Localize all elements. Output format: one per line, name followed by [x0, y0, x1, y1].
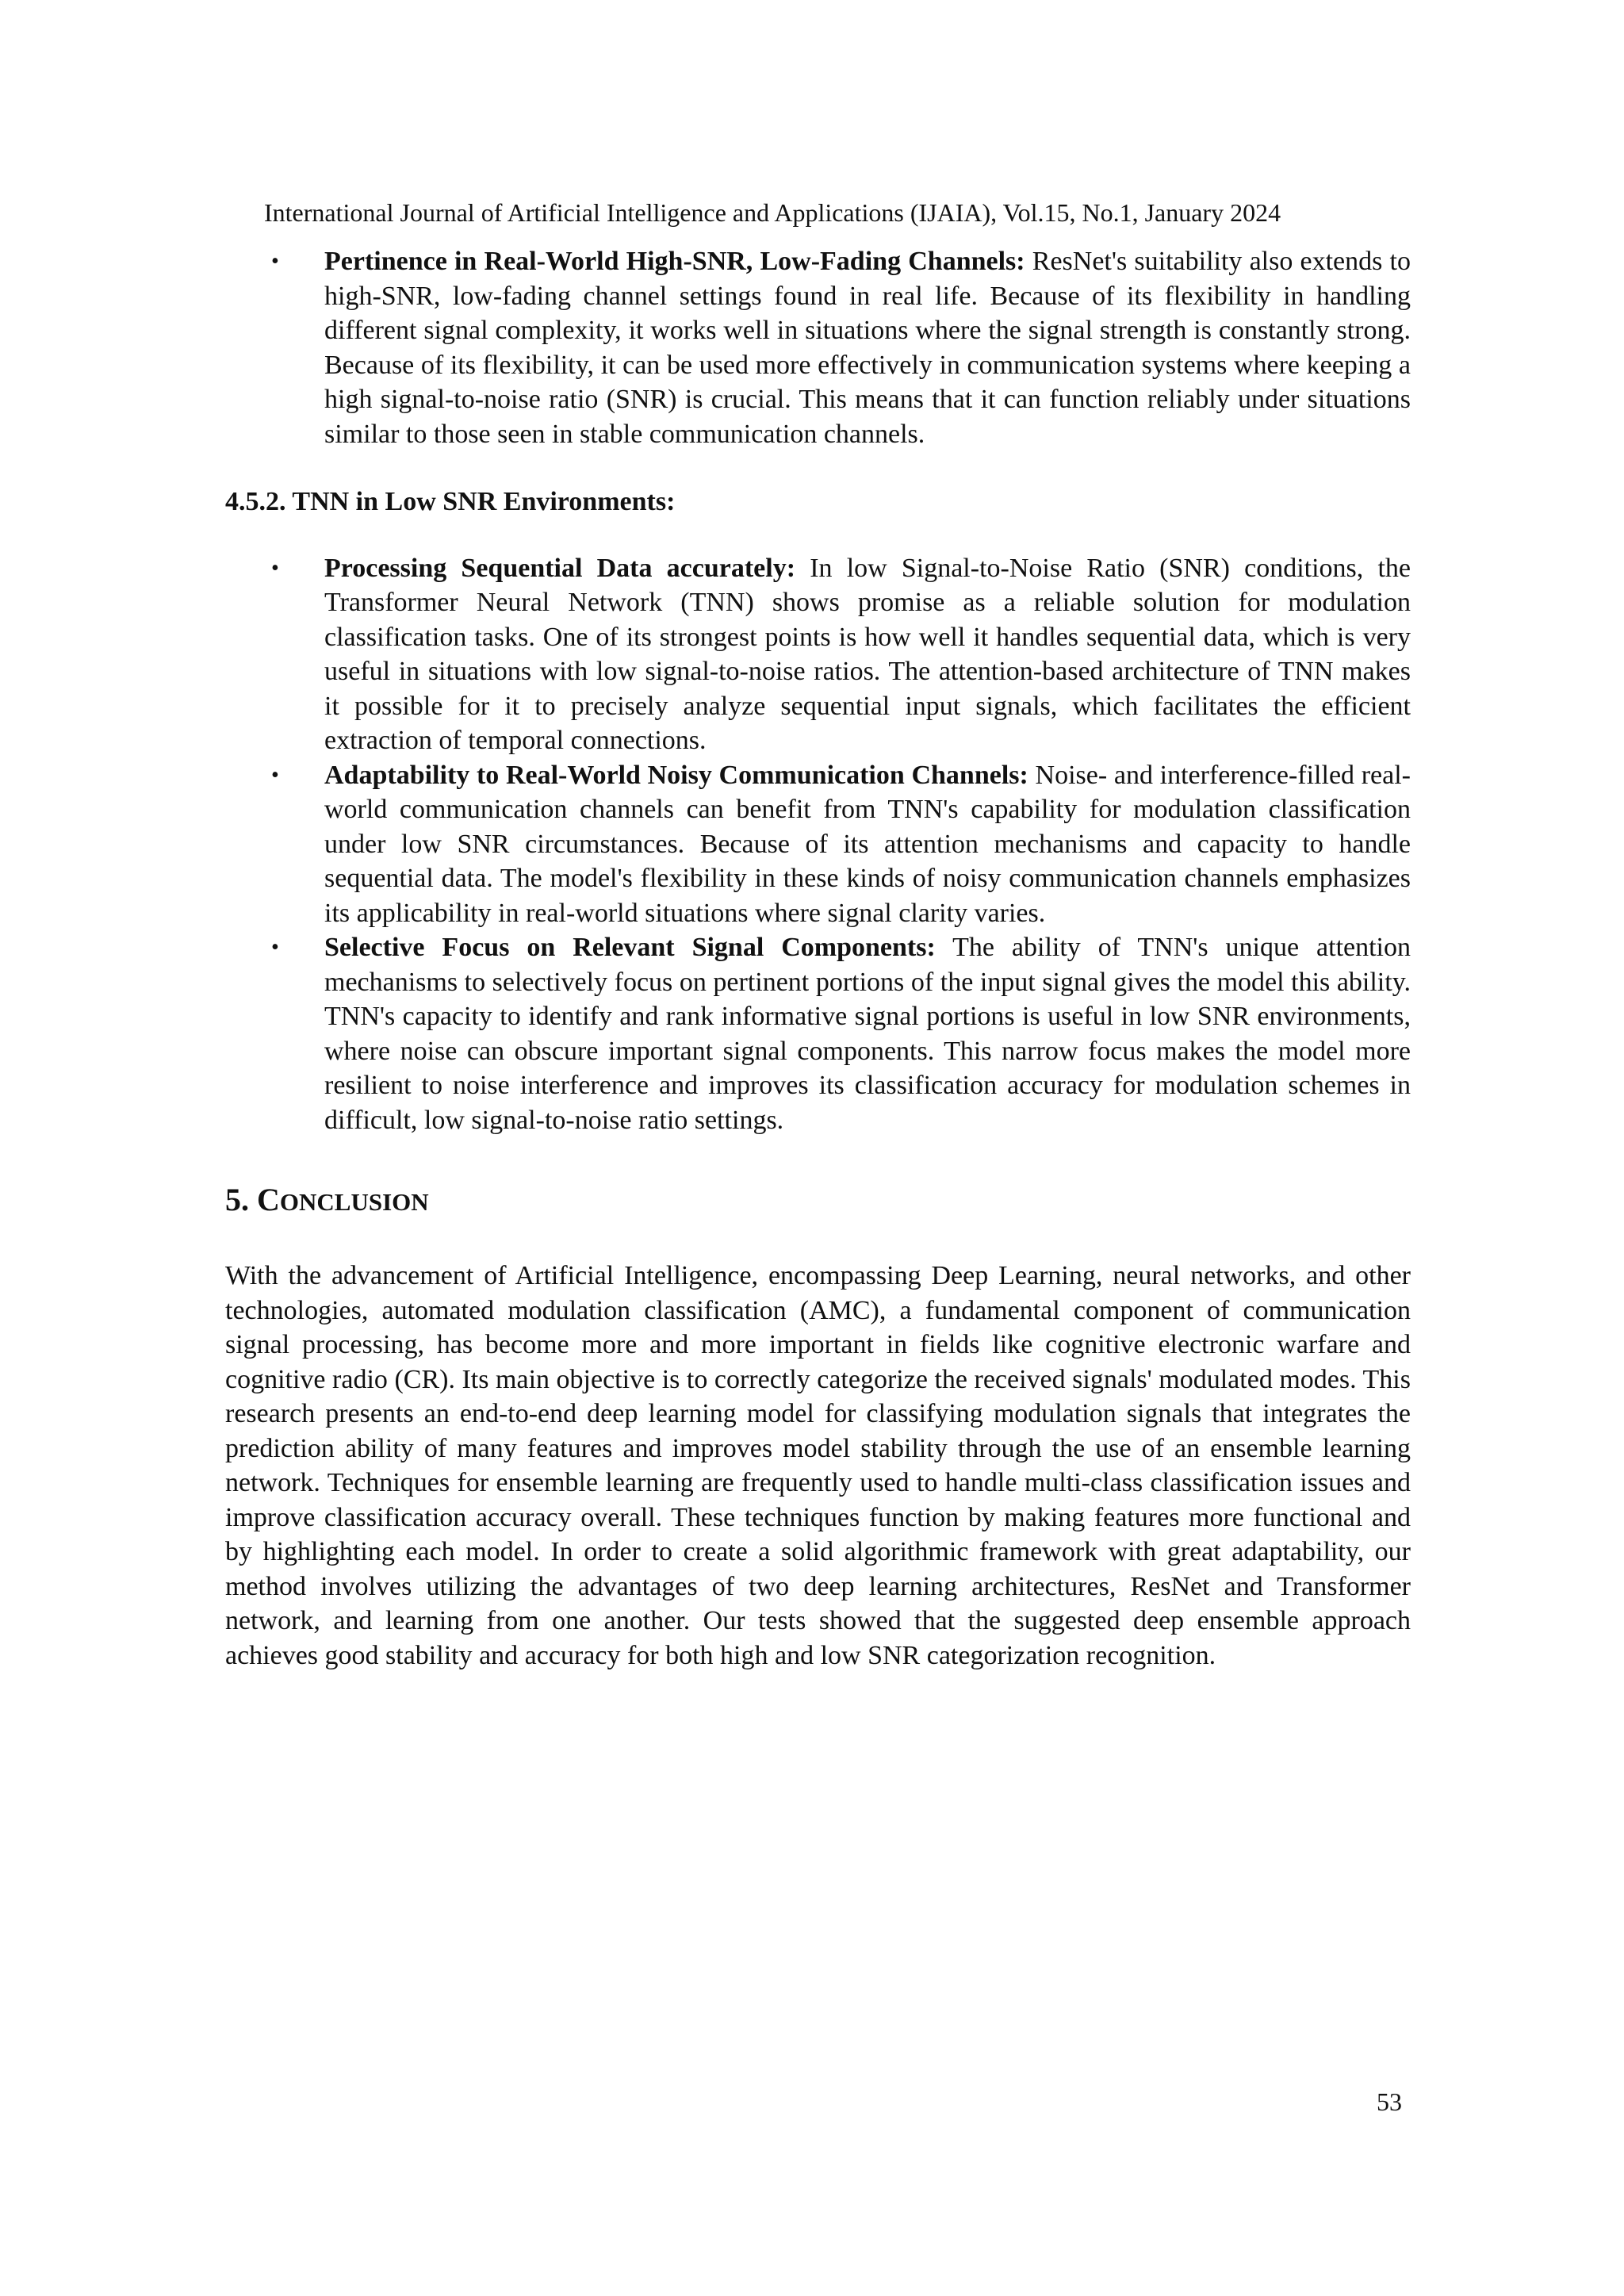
bullet-body: ResNet's suitability also extends to high-SNR, low-fading channel settings found in real life. Because of its flexibility in handling different signal complexity, it works well in situations where the signal strength is constantly strong. Because of its flexibility, it can be used more effectively in communication systems where keeping a high signal-to-noise ratio (SNR) is crucial. This means that it can function reliably under situations similar to those seen in stable communication channels.	[324, 247, 1411, 449]
bullet-icon: •	[271, 555, 279, 581]
bullet-body: Noise- and interference-filled real-world communication channels can benefit from TNN's capability for modulation classification under low SNR circumstances. Because of its attention mechanisms and capacity to handle sequential data. The model's flexibility in these kinds of noisy communication channels emphasizes its applicability in real-world situations where signal clarity varies.	[324, 760, 1411, 928]
page-body	[225, 244, 1411, 1673]
bullet-icon: •	[271, 249, 279, 274]
list-item	[225, 930, 1411, 1137]
bullet-body: In low Signal-to-Noise Ratio (SNR) conditions, the Transformer Neural Network (TNN) shows promise as a reliable solution for modulation classification tasks. One of its strongest points is how well it handles sequential data, which is very useful in situations with low signal-to-noise ratios. The attention-based architecture of TNN makes it possible for it to precisely analyze sequential input signals, which facilitates the efficient extraction of temporal connections.	[324, 553, 1411, 755]
running-header: International Journal of Artificial Intelligence and Applications (IJAIA), Vol.15, No.1, January 2024	[264, 198, 1281, 227]
resnet-bullet-list	[225, 244, 1411, 451]
page-number: 53	[1377, 2087, 1402, 2116]
subsection-heading: 4.5.2. TNN in Low SNR Environments:	[225, 487, 676, 516]
tnn-bullet-list	[225, 551, 1411, 1138]
bullet-icon: •	[271, 762, 279, 788]
bullet-icon: •	[271, 935, 279, 960]
bullet-title: Processing Sequential Data accurately:	[324, 553, 796, 583]
bullet-title: Pertinence in Real-World High-SNR, Low-Fading Channels:	[324, 247, 1025, 276]
list-item	[225, 244, 1411, 451]
bullet-title: Selective Focus on Relevant Signal Components:	[324, 933, 936, 962]
section-number: 5.	[225, 1182, 249, 1217]
section-heading	[225, 1180, 1411, 1222]
bullet-title: Adaptability to Real-World Noisy Communication Channels:	[324, 760, 1028, 790]
section-title-initial: C	[257, 1182, 280, 1217]
list-item	[225, 758, 1411, 931]
section-title-rest: ONCLUSION	[279, 1188, 429, 1216]
list-item	[225, 551, 1411, 758]
bullet-body: The ability of TNN's unique attention mechanisms to selectively focus on pertinent portions of the input signal gives the model this ability. TNN's capacity to identify and rank informative signal portions is useful in low SNR environments, where noise can obscure important signal components. This narrow focus makes the model more resilient to noise interference and improves its classification accuracy for modulation schemes in difficult, low signal-to-noise ratio settings.	[324, 933, 1411, 1135]
conclusion-paragraph: With the advancement of Artificial Intelligence, encompassing Deep Learning, neural networks, and other technologies, automated modulation classification (AMC), a fundamental component of communication signal processing, has become more and more important in fields like cognitive electronic warfare and cognitive radio (CR). Its main objective is to correctly categorize the received signals' modulated modes. This research presents an end-to-end deep learning model for classifying modulation signals that integrates the prediction ability of many features and improves model stability through the use of an ensemble learning network. Techniques for ensemble learning are frequently used to handle multi-class classification issues and improve classification accuracy overall. These techniques function by making features more functional and by highlighting each model. In order to create a solid algorithmic framework with great adaptability, our method involves utilizing the advantages of two deep learning architectures, ResNet and Transformer network, and learning from one another. Our tests showed that the suggested deep ensemble approach achieves good stability and accuracy for both high and low SNR categorization recognition.	[225, 1261, 1411, 1670]
